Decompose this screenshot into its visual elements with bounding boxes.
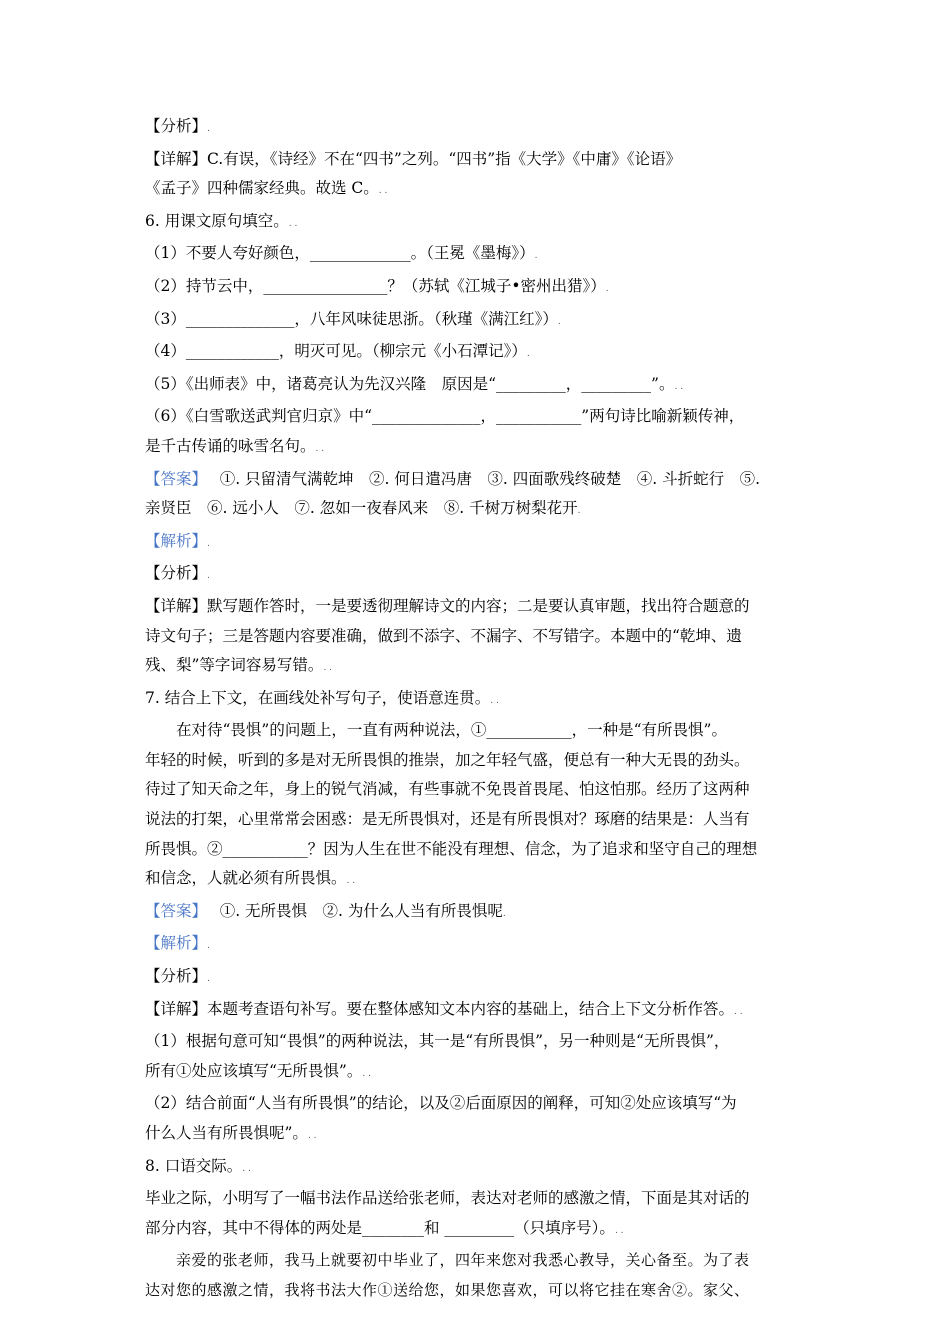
text-line-l18 (145, 651, 809, 684)
text-line-l33 (145, 1119, 809, 1152)
text-line-l29 (145, 995, 809, 1028)
paragraph-mark: . (526, 349, 530, 360)
paragraph-mark: . . (674, 381, 684, 392)
section-tag: 【解析】 (145, 934, 208, 953)
paragraph-mark: . (207, 124, 210, 134)
paragraph-mark: . (502, 908, 506, 919)
paragraph-mark: . . (346, 876, 356, 887)
text-run: 【分析】 (145, 117, 208, 135)
text-run: 【分析】 (145, 564, 208, 583)
paragraph-mark: . (207, 571, 210, 582)
text-run: ①. 只留清气满乾坤 ②. 何日遣冯唐 ③. 四面歌残终破楚 ④. 斗折蛇行 ⑤. (199, 469, 761, 488)
text-line-l11 (145, 432, 809, 465)
text-line-l27 (145, 929, 809, 962)
text-run: 【详解】默写题作答时，一是要透彻理解诗文的内容；二是要认真审题，找出符合题意的 (145, 596, 750, 615)
text-line-l20 (145, 716, 809, 746)
text-line-l17 (145, 622, 809, 652)
text-line-l14 (145, 527, 809, 560)
text-line-l01 (145, 112, 809, 145)
text-line-l06 (145, 272, 809, 305)
text-line-l28 (145, 962, 809, 995)
text-run: 【详解】C.有误，《诗经》不在“四书”之列。“四书”指《大学》《中庸》《论语》 (145, 149, 682, 168)
text-run: （6）《白雪歌送武判官归京》中“______________，___________”两句诗比喻新颖传神， (145, 407, 745, 426)
paragraph-mark: . . (734, 1006, 743, 1017)
text-run: 在对待“畏惧”的问题上，一直有两种说法，①___________，一种是“有所畏惧”。 (176, 721, 727, 740)
section-tag: 【答案】 (145, 901, 200, 920)
text-line-l24 (145, 835, 809, 865)
text-run: 所畏惧。②___________？因为人生在世不能没有理想、信念，为了追求和坚守自己的理想 (145, 839, 758, 858)
text-run: 8. 口语交际。 (145, 1156, 243, 1175)
text-run: （4）____________，明灭可见。（柳宗元《小石潭记》） (145, 342, 527, 361)
text-line-l22 (145, 775, 809, 805)
paragraph-mark: . (557, 316, 561, 327)
text-run: 达对您的感激之情，我将书法大作①送给您，如果您喜欢，可以将它挂在寒舍②。家父、 (145, 1280, 750, 1299)
paragraph-mark: . . (315, 443, 325, 454)
text-run: 待过了知天命之年，身上的锐气消减，有些事就不免畏首畏尾、怕这怕那。经历了这两种 (145, 780, 750, 799)
paragraph-mark: . . (323, 663, 333, 674)
text-line-l08 (145, 337, 809, 370)
text-line-l02 (145, 145, 809, 175)
paragraph-mark: . (605, 283, 609, 294)
text-run: 年轻的时候，听到的多是对无所畏惧的推崇，加之年轻气盛，便总有一种大无畏的劲头。 (145, 750, 750, 769)
text-line-l03 (145, 174, 809, 207)
text-line-l04 (145, 207, 809, 240)
document-body (145, 112, 809, 1306)
text-run: 【详解】本题考查语句补写。要在整体感知文本内容的基础上，结合上下文分析作答。 (145, 999, 735, 1018)
text-line-l38 (145, 1276, 809, 1306)
text-run: （5）《出师表》中，诸葛亮认为先汉兴隆 原因是“_________，_________”。 (145, 374, 675, 393)
paragraph-mark: . . (242, 1163, 251, 1174)
text-line-l21 (145, 746, 809, 776)
text-run: 说法的打架，心里常常会困惑：是无所畏惧对，还是有所畏惧对？琢磨的结果是：人当有 (145, 810, 750, 829)
text-line-l32 (145, 1089, 809, 1119)
text-line-l25 (145, 864, 809, 897)
text-run: 6. 用课文原句填空。 (145, 211, 289, 230)
paragraph-mark: . . (378, 186, 388, 197)
text-line-l10 (145, 402, 809, 432)
section-tag: 【解析】 (145, 531, 208, 550)
text-run: 7. 结合上下文，在画线处补写句子，使语意连贯。 (145, 688, 491, 707)
text-run: ①. 无所畏惧 ②. 为什么人当有所畏惧呢 (199, 901, 503, 920)
text-line-l23 (145, 805, 809, 835)
paragraph-mark: . (207, 974, 210, 985)
paragraph-mark: . . (490, 695, 499, 706)
text-run: 《孟子》四种儒家经典。故选 C。 (145, 179, 379, 198)
text-line-l19 (145, 684, 809, 717)
text-line-l31 (145, 1057, 809, 1090)
text-run: （2）结合前面“人当有所畏惧”的结论，以及②后面原因的阐释，可知②处应该填写“为 (145, 1094, 737, 1113)
text-line-l09 (145, 370, 809, 403)
text-run: 是千古传诵的咏雪名句。 (145, 436, 316, 455)
text-run: 诗文句子；三是答题内容要准确，做到不添字、不漏字、不写错字。本题中的“乾坤、遗 (145, 626, 742, 645)
text-run: 残、梨”等字词容易写错。 (145, 656, 324, 675)
text-run: （1）根据句意可知“畏惧”的两种说法，其一是“有所畏惧”，另一种则是“无所畏惧”， (145, 1032, 730, 1051)
text-line-l35 (145, 1184, 809, 1214)
text-line-l12 (145, 465, 809, 495)
text-run: 毕业之际，小明写了一幅书法作品送给张老师，表达对老师的感激之情，下面是其对话的 (145, 1189, 750, 1208)
paragraph-mark: . (534, 251, 538, 262)
text-line-l26 (145, 897, 809, 930)
paragraph-mark: . . (307, 1131, 317, 1141)
text-run: 所有①处应该填写“无所畏惧”。 (145, 1061, 363, 1080)
paragraph-mark: . . (362, 1068, 371, 1079)
text-line-l15 (145, 559, 809, 592)
text-run: 部分内容，其中不得体的两处是________和 _________（只填序号）。 (145, 1218, 615, 1237)
text-run: （1）不要人夸好颜色，_____________。（王冕《墨梅》） (145, 244, 535, 263)
text-run: 亲爱的张老师，我马上就要初中毕业了，四年来您对我悉心教导，关心备至。为了表 (176, 1251, 750, 1270)
paragraph-mark: . . (288, 218, 298, 229)
text-run: 【分析】 (145, 967, 208, 986)
text-run: （2）持节云中，________________？（苏轼《江城子•密州出猎》） (145, 276, 606, 295)
text-line-l34 (145, 1152, 809, 1185)
paragraph-mark: . (577, 506, 581, 517)
text-run: 亲贤臣 ⑥. 远小人 ⑦. 忽如一夜春风来 ⑧. 千树万树梨花开 (145, 499, 578, 518)
paragraph-mark: . (207, 538, 210, 549)
paragraph-mark: . (207, 941, 210, 952)
text-line-l07 (145, 305, 809, 338)
section-tag: 【答案】 (145, 469, 200, 488)
text-line-l30 (145, 1027, 809, 1057)
text-line-l13 (145, 494, 809, 527)
text-line-l05 (145, 239, 809, 272)
text-line-l16 (145, 592, 809, 622)
text-line-l37 (145, 1246, 809, 1276)
text-run: 什么人当有所畏惧呢”。 (145, 1124, 308, 1142)
text-run: 和信念，人就必须有所畏惧。 (145, 869, 347, 888)
text-run: （3）______________，八年风味徒思浙。（秋瑾《满江红》） (145, 309, 558, 328)
paragraph-mark: . . (614, 1225, 624, 1236)
text-line-l36 (145, 1214, 809, 1247)
